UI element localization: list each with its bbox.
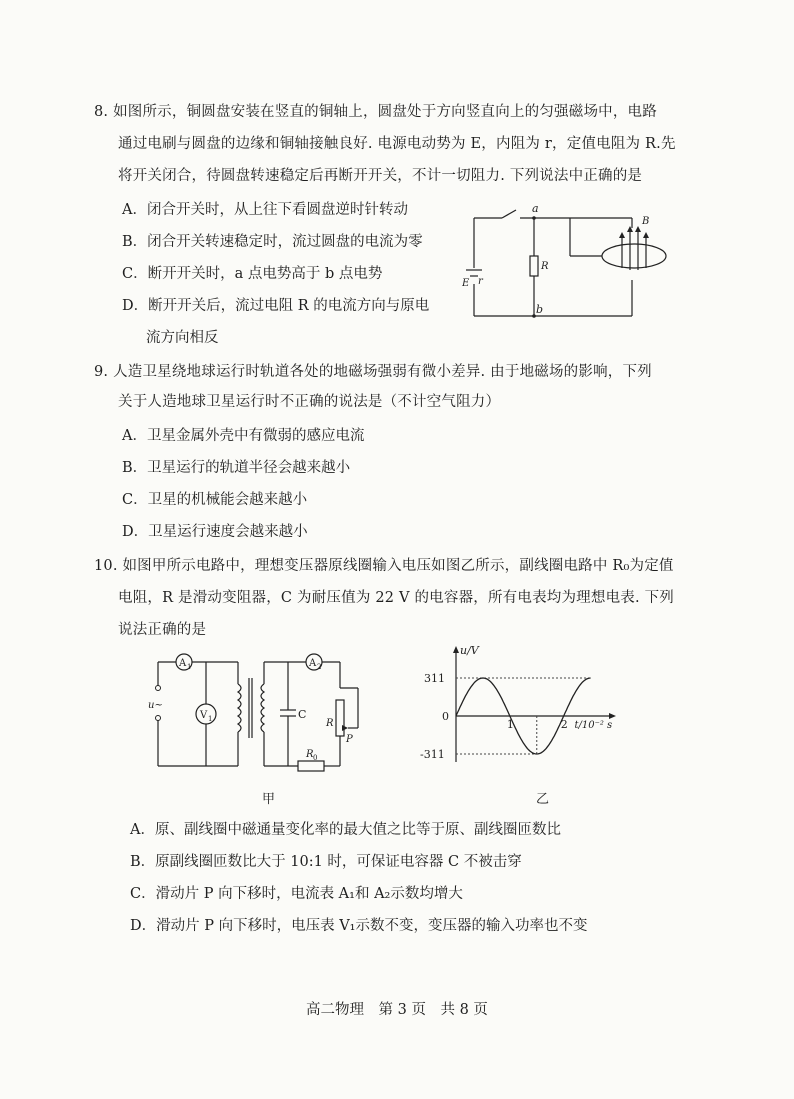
x-tick-2: 2	[560, 718, 568, 731]
label-B: B	[642, 216, 650, 227]
q10-circuit-jia	[148, 648, 378, 772]
x-axis-label: t/10⁻² s	[574, 720, 613, 731]
svg-text:0: 0	[313, 754, 318, 762]
q10-line-1: 10. 如图甲所示电路中，理想变压器原线圈输入电压如图乙所示，副线圈电路中 R₀为定值	[94, 558, 674, 574]
caption-yi: 乙	[536, 792, 550, 807]
q9-line-2: 关于人造地球卫星运行时不正确的说法是（不计空气阻力）	[118, 394, 501, 410]
q9-number: 9.	[94, 364, 109, 380]
q9-line-1: 9. 人造卫星绕地球运行时轨道各处的地磁场强弱有微小差异. 由于地磁场的影响，下列	[94, 364, 652, 380]
q10-option-c: C．滑动片 P 向下移时，电流表 A₁和 A₂示数均增大	[130, 886, 463, 902]
y-tick-minus-311: -311	[420, 748, 445, 761]
q10-number: 10.	[94, 558, 118, 574]
q10-option-b: B．原副线圈匝数比大于 10:1 时，可保证电容器 C 不被击穿	[130, 854, 522, 870]
q10-line-2: 电阻，R 是滑动变阻器，C 为耐压值为 22 V 的电容器，所有电表均为理想电表. 下列	[118, 590, 674, 606]
label-E: E	[462, 278, 470, 289]
q8-line-2: 通过电刷与圆盘的边缘和铜轴接触良好. 电源电动势为 E，内阻为 r，定值电阻为 R.先	[118, 136, 676, 152]
label-b: b	[536, 303, 544, 316]
label-r: r	[478, 276, 483, 287]
page-footer: 高二物理 第 3 页 共 8 页	[306, 1002, 488, 1018]
q8-option-c: C．断开开关时，a 点电势高于 b 点电势	[122, 266, 383, 282]
q10-line-3: 说法正确的是	[118, 622, 207, 638]
q8-number: 8.	[94, 104, 109, 120]
label-a: a	[532, 202, 539, 215]
ammeter-a1-label: A	[179, 658, 187, 669]
q8-option-d-cont: 流方向相反	[146, 330, 219, 346]
q8-line-3: 将开关闭合，待圆盘转速稳定后再断开开关，不计一切阻力. 下列说法中正确的是	[118, 168, 643, 184]
q8-line-1: 8. 如图所示，铜圆盘安装在竖直的铜轴上，圆盘处于方向竖直向上的匀强磁场中，电路	[94, 104, 657, 120]
y-axis-arrow	[453, 646, 459, 653]
q9-option-a: A．卫星金属外壳中有微弱的感应电流	[122, 428, 365, 444]
q9-option-b: B．卫星运行的轨道半径会越来越小	[122, 460, 351, 476]
source-u-label: u~	[148, 700, 163, 711]
x-tick-1: 1	[506, 718, 514, 731]
x-axis-arrow	[609, 713, 616, 719]
q8-option-b: B．闭合开关转速稳定时，流过圆盘的电流为零	[122, 234, 423, 250]
q10-option-d: D．滑动片 P 向下移时，电压表 V₁示数不变，变压器的输入功率也不变	[130, 918, 588, 934]
ammeter-a2-label: A	[309, 658, 317, 669]
voltmeter-v1-label: V	[200, 710, 208, 721]
caption-jia: 甲	[262, 792, 276, 807]
svg-text:2: 2	[317, 663, 322, 671]
r0-label: R	[306, 749, 314, 760]
y-axis-label: u/V	[460, 644, 479, 657]
q10-voltage-chart	[418, 644, 634, 770]
label-R: R	[541, 261, 549, 272]
svg-text:1: 1	[208, 715, 213, 723]
y-tick-311: 311	[424, 672, 445, 685]
y-tick-0: 0	[442, 710, 449, 723]
q10-option-a: A．原、副线圈中磁通量变化率的最大值之比等于原、副线圈匝数比	[130, 822, 561, 838]
slider-p-label: P	[346, 734, 353, 745]
q8-circuit-figure	[462, 198, 672, 328]
svg-text:1: 1	[187, 663, 192, 671]
q9-option-d: D．卫星运行速度会越来越小	[122, 524, 308, 540]
q8-option-d: D．断开开关后，流过电阻 R 的电流方向与原电	[122, 298, 430, 314]
rheostat-label: R	[326, 718, 334, 729]
capacitor-label: C	[298, 708, 307, 721]
q8-option-a: A．闭合开关时，从上往下看圆盘逆时针转动	[122, 202, 408, 218]
q9-option-c: C．卫星的机械能会越来越小	[122, 492, 308, 508]
